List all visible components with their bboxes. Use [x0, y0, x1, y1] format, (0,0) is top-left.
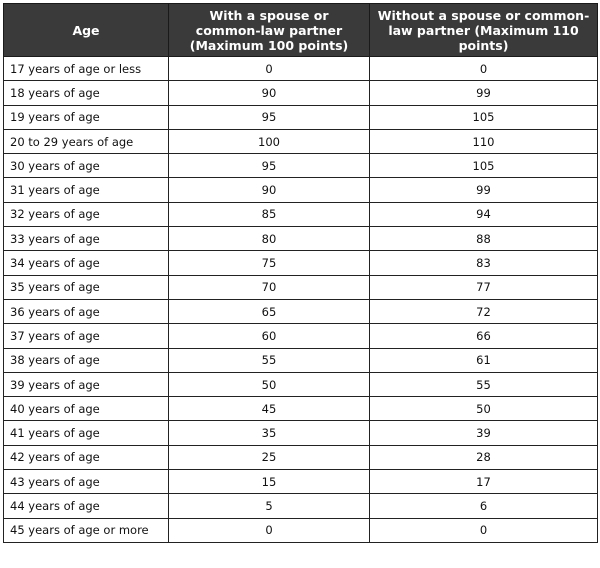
cell-with-spouse-points: 15 [169, 470, 370, 494]
cell-with-spouse-points: 60 [169, 324, 370, 348]
table-row [4, 227, 598, 251]
cell-with-spouse-points: 95 [169, 154, 370, 178]
cell-age: 32 years of age [4, 202, 169, 226]
header-age: Age [4, 4, 169, 57]
cell-without-spouse-points: 105 [370, 105, 598, 129]
cell-age: 20 to 29 years of age [4, 129, 169, 153]
table-row [4, 154, 598, 178]
table-row [4, 421, 598, 445]
cell-with-spouse-points: 25 [169, 445, 370, 469]
cell-without-spouse-points: 0 [370, 57, 598, 81]
cell-without-spouse-points: 83 [370, 251, 598, 275]
table-row [4, 494, 598, 518]
cell-with-spouse-points: 0 [169, 57, 370, 81]
cell-age: 34 years of age [4, 251, 169, 275]
cell-without-spouse-points: 61 [370, 348, 598, 372]
header-without-spouse: Without a spouse or common-law partner (Maximum 110 points) [370, 4, 598, 57]
cell-without-spouse-points: 77 [370, 275, 598, 299]
table-row [4, 81, 598, 105]
table-row [4, 348, 598, 372]
cell-with-spouse-points: 65 [169, 299, 370, 323]
cell-without-spouse-points: 105 [370, 154, 598, 178]
table-body [4, 57, 598, 543]
table-row [4, 129, 598, 153]
table-row [4, 251, 598, 275]
cell-age: 37 years of age [4, 324, 169, 348]
cell-without-spouse-points: 28 [370, 445, 598, 469]
cell-without-spouse-points: 110 [370, 129, 598, 153]
cell-without-spouse-points: 94 [370, 202, 598, 226]
cell-age: 43 years of age [4, 470, 169, 494]
cell-age: 45 years of age or more [4, 518, 169, 542]
table-row [4, 445, 598, 469]
cell-age: 19 years of age [4, 105, 169, 129]
cell-without-spouse-points: 99 [370, 178, 598, 202]
cell-without-spouse-points: 50 [370, 397, 598, 421]
cell-age: 35 years of age [4, 275, 169, 299]
table-row [4, 299, 598, 323]
cell-without-spouse-points: 88 [370, 227, 598, 251]
cell-age: 41 years of age [4, 421, 169, 445]
cell-with-spouse-points: 100 [169, 129, 370, 153]
table-row [4, 470, 598, 494]
cell-with-spouse-points: 75 [169, 251, 370, 275]
cell-age: 17 years of age or less [4, 57, 169, 81]
table-header-row [4, 4, 598, 57]
table-row [4, 57, 598, 81]
cell-with-spouse-points: 90 [169, 178, 370, 202]
cell-without-spouse-points: 17 [370, 470, 598, 494]
table-row [4, 518, 598, 542]
cell-without-spouse-points: 99 [370, 81, 598, 105]
cell-with-spouse-points: 50 [169, 372, 370, 396]
cell-without-spouse-points: 6 [370, 494, 598, 518]
cell-with-spouse-points: 90 [169, 81, 370, 105]
cell-with-spouse-points: 85 [169, 202, 370, 226]
cell-age: 38 years of age [4, 348, 169, 372]
header-with-spouse: With a spouse or common-law partner (Maximum 100 points) [169, 4, 370, 57]
cell-with-spouse-points: 80 [169, 227, 370, 251]
cell-without-spouse-points: 66 [370, 324, 598, 348]
table-row [4, 105, 598, 129]
table-row [4, 397, 598, 421]
table-row [4, 324, 598, 348]
cell-age: 36 years of age [4, 299, 169, 323]
cell-age: 18 years of age [4, 81, 169, 105]
cell-with-spouse-points: 95 [169, 105, 370, 129]
cell-age: 33 years of age [4, 227, 169, 251]
cell-age: 39 years of age [4, 372, 169, 396]
cell-with-spouse-points: 5 [169, 494, 370, 518]
cell-age: 42 years of age [4, 445, 169, 469]
age-points-table-container [3, 3, 597, 565]
cell-without-spouse-points: 55 [370, 372, 598, 396]
cell-age: 44 years of age [4, 494, 169, 518]
cell-age: 30 years of age [4, 154, 169, 178]
table-row [4, 202, 598, 226]
cell-age: 40 years of age [4, 397, 169, 421]
age-points-table [3, 3, 598, 543]
cell-without-spouse-points: 0 [370, 518, 598, 542]
cell-with-spouse-points: 55 [169, 348, 370, 372]
cell-without-spouse-points: 39 [370, 421, 598, 445]
cell-with-spouse-points: 35 [169, 421, 370, 445]
cell-without-spouse-points: 72 [370, 299, 598, 323]
cell-with-spouse-points: 70 [169, 275, 370, 299]
table-row [4, 372, 598, 396]
table-row [4, 275, 598, 299]
table-row [4, 178, 598, 202]
cell-age: 31 years of age [4, 178, 169, 202]
cell-with-spouse-points: 45 [169, 397, 370, 421]
cell-with-spouse-points: 0 [169, 518, 370, 542]
